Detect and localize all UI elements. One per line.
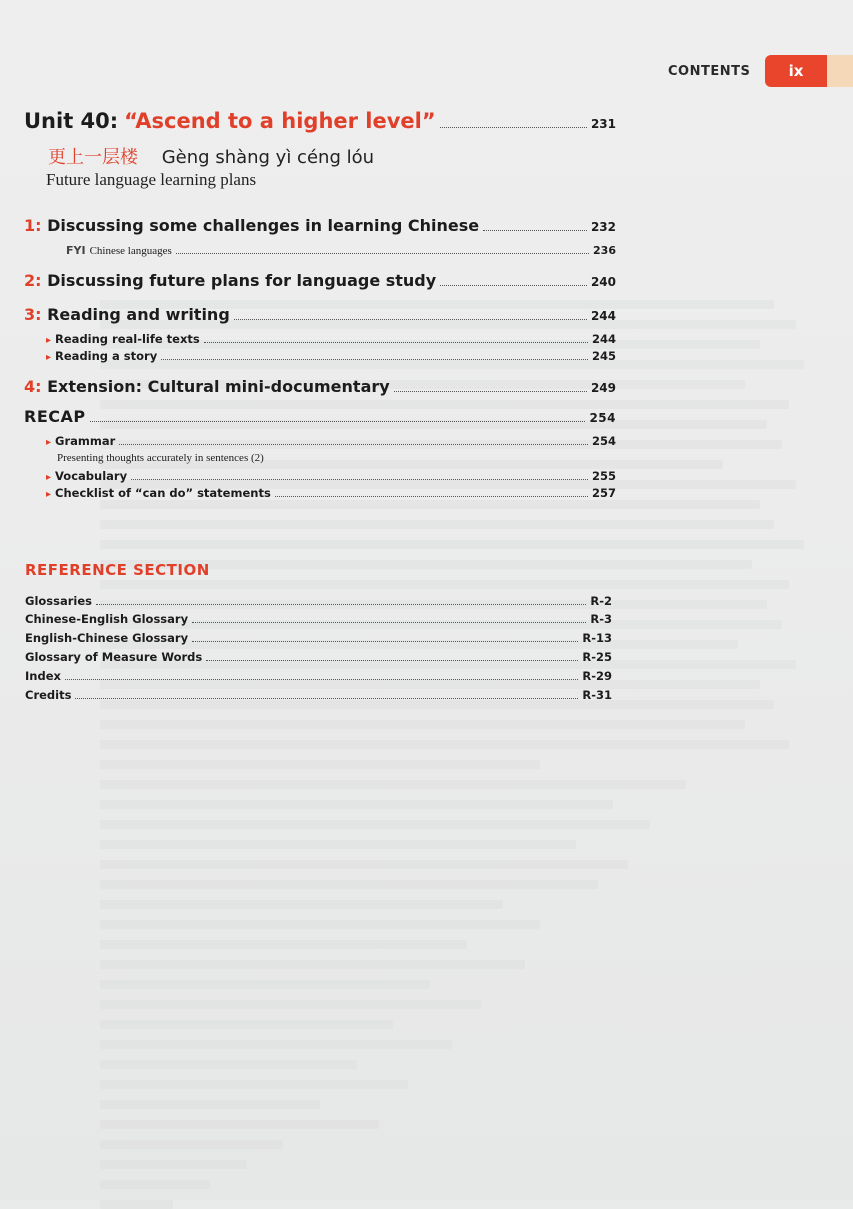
recap-title: RECAP [24,407,86,426]
reference-title: English-Chinese Glossary [25,631,189,645]
toc-entry-english-chinese-glossary[interactable] [25,631,612,646]
leader-dots [394,391,587,392]
fyi-page: 236 [593,244,616,257]
section-page: 249 [590,381,616,395]
leader-dots [161,359,588,360]
page-number-tab: ix [765,55,827,87]
leader-dots [234,319,587,320]
section-page: 244 [590,309,616,323]
leader-dots [176,253,589,254]
reference-title: Glossary of Measure Words [25,650,203,664]
red-triangle-bullet-icon: ▸ [46,335,52,346]
toc-entry-fyi[interactable] [66,244,616,258]
leader-dots [206,660,578,661]
grammar-detail: Presenting thoughts accurately in sentences (2) [57,452,264,464]
subsection-title: Checklist of “can do” statements [55,486,271,500]
red-triangle-bullet-icon: ▸ [46,352,52,363]
toc-entry-reading-story[interactable] [46,349,616,364]
tab-strip [827,55,853,87]
subsection-page: 255 [591,469,616,483]
leader-dots [96,604,586,605]
subsection-page: 245 [591,349,616,363]
subsection-title: Reading real-life texts [55,332,200,346]
reference-page: R-31 [582,688,612,702]
show-through-text [100,300,833,1160]
subsection-title: Reading a story [55,349,158,363]
toc-entry-vocabulary[interactable] [46,469,616,484]
section-title: Extension: Cultural mini-documentary [47,377,390,396]
leader-dots [65,679,578,680]
toc-entry-checklist[interactable] [46,486,616,501]
section-number: 2: [24,271,42,290]
red-triangle-bullet-icon: ▸ [46,437,52,448]
fyi-tag: FYI [66,244,86,257]
section-title: Discussing future plans for language study [47,271,437,290]
reference-title: Credits [25,688,72,702]
toc-entry-chinese-english-glossary[interactable] [25,612,612,627]
leader-dots [440,285,587,286]
toc-entry-grammar[interactable] [46,434,616,449]
recap-page: 254 [589,411,616,425]
section-number: 1: [24,216,42,235]
section-number: 4: [24,377,42,396]
toc-entry-section-2[interactable] [24,271,616,290]
unit-pinyin: Gèng shàng yì céng lóu [161,147,375,168]
leader-dots [483,230,587,231]
leader-dots [131,479,588,480]
section-page: 232 [590,220,616,234]
section-title: Discussing some challenges in learning Chinese [47,216,480,235]
toc-entry-glossaries[interactable] [25,594,612,609]
unit-page: 231 [590,117,616,131]
toc-entry-credits[interactable] [25,688,612,703]
unit-chinese: 更上一层楼 [48,147,138,168]
reference-page: R-25 [582,650,612,664]
reference-title: Chinese-English Glossary [25,612,189,626]
leader-dots [275,496,588,497]
toc-entry-section-3[interactable] [24,305,616,324]
unit-title: “Ascend to a higher level” [124,109,436,133]
leader-dots [90,421,586,422]
reference-page: R-29 [582,669,612,683]
reference-page: R-3 [590,612,612,626]
toc-entry-reading-real-life[interactable] [46,332,616,347]
fyi-title: Chinese languages [89,245,172,257]
leader-dots [192,641,578,642]
leader-dots [192,622,586,623]
subsection-page: 257 [591,486,616,500]
red-triangle-bullet-icon: ▸ [46,472,52,483]
subsection-title: Vocabulary [55,469,128,483]
toc-entry-recap[interactable] [24,407,616,426]
toc-entry-measure-words-glossary[interactable] [25,650,612,665]
leader-dots [440,127,587,128]
toc-entry-index[interactable] [25,669,612,684]
reference-page: R-13 [582,631,612,645]
unit-subtitle: Future language learning plans [46,170,257,189]
section-page: 240 [590,275,616,289]
reference-page: R-2 [590,594,612,608]
toc-entry-section-1[interactable] [24,216,616,235]
unit-chinese-line [48,143,374,169]
leader-dots [75,698,578,699]
red-triangle-bullet-icon: ▸ [46,489,52,500]
reference-section-heading: REFERENCE SECTION [25,561,210,579]
subsection-page: 244 [591,332,616,346]
leader-dots [204,342,588,343]
reference-title: Glossaries [25,594,92,608]
section-number: 3: [24,305,42,324]
reference-title: Index [25,669,61,683]
contents-label: CONTENTS [668,64,751,79]
section-title: Reading and writing [47,305,230,324]
toc-entry-section-4[interactable] [24,377,616,396]
unit-title-row[interactable] [24,109,616,133]
subsection-title: Grammar [55,434,116,448]
unit-label: Unit 40: [24,109,119,133]
subsection-page: 254 [591,434,616,448]
leader-dots [119,444,588,445]
